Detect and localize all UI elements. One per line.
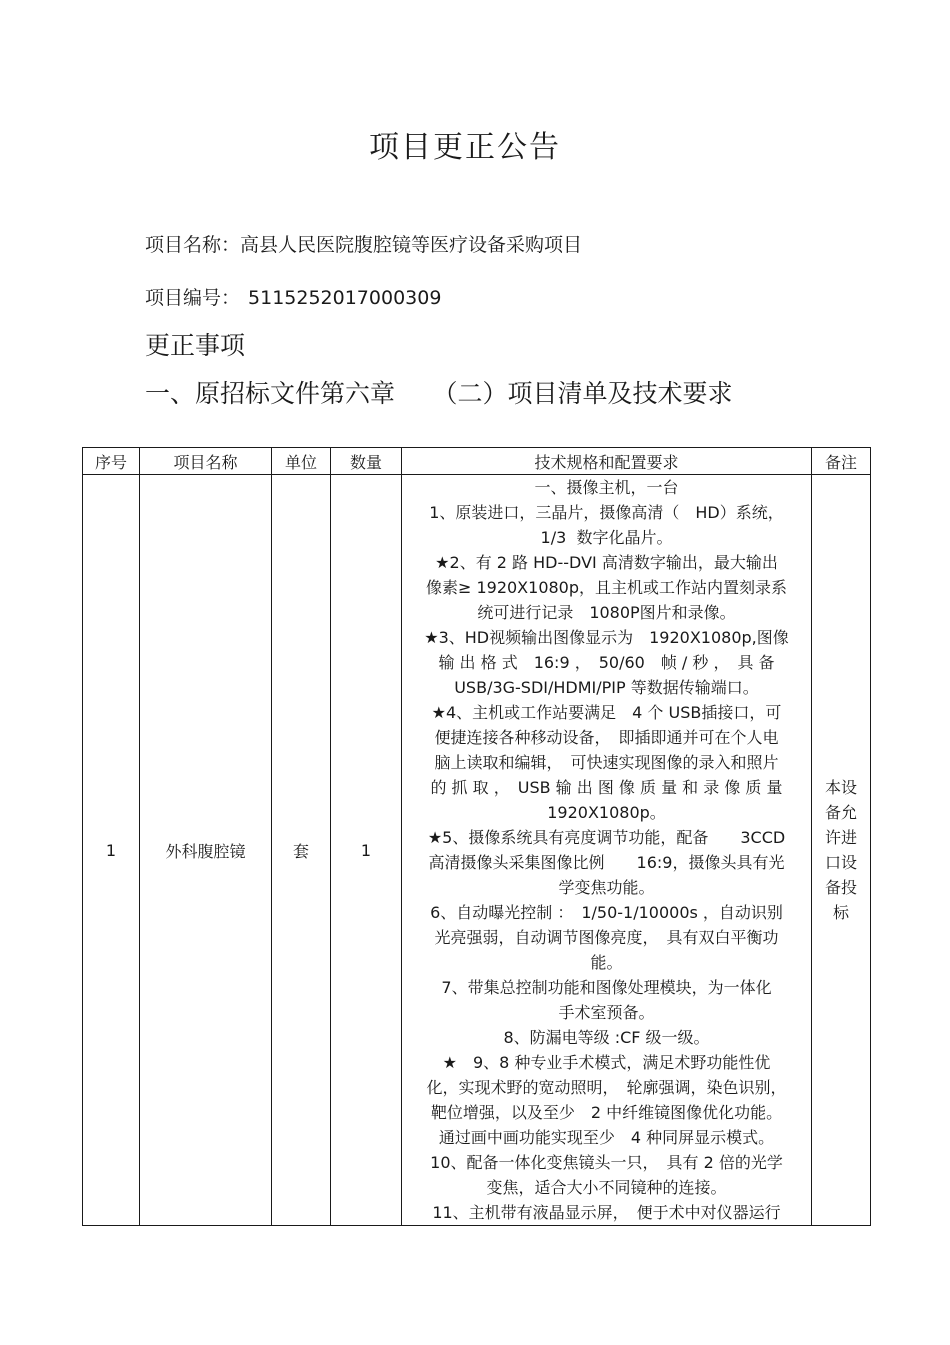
spec-line: 1920X1080p。: [547, 803, 666, 822]
row-spec-cell: [402, 475, 812, 1226]
spec-line: 靶位增强，以及至少 2 中纤维镜图像优化功能。: [430, 1103, 783, 1122]
spec-line: 像素≥ 1920X1080p，且主机或工作站内置刻录系: [425, 578, 788, 597]
spec-line: ★ 9、8 种专业手术模式，满足术野功能性优: [442, 1053, 771, 1072]
header-name: 项目名称: [140, 448, 272, 475]
row-remark-cell: [812, 475, 871, 1226]
row-index: 1: [83, 475, 140, 1226]
spec-line: 通过画中画功能实现至少 4 种同屏显示模式。: [438, 1128, 775, 1147]
spec-line: ★4、主机或工作站要满足 4 个 USB插接口，可: [431, 703, 782, 722]
spec-line: 8、防漏电等级 :CF 级一级。: [503, 1028, 710, 1047]
spec-line: 一、摄像主机，一台: [534, 478, 679, 497]
spec-line: 7、带集总控制功能和图像处理模块，为一体化: [441, 978, 772, 997]
spec-line: 1/3 数字化晶片。: [540, 528, 673, 547]
spec-line: ★3、HD视频输出图像显示为 1920X1080p,图像: [424, 628, 789, 647]
header-index: 序号: [83, 448, 140, 475]
project-name-value: 高县人民医院腹腔镜等医疗设备采购项目: [240, 234, 583, 256]
spec-line: 学变焦功能。: [558, 878, 655, 897]
remark-line: 备允: [824, 803, 857, 822]
spec-line: 便捷连接各种移动设备， 即插即通并可在个人电: [434, 728, 779, 747]
project-name-label: 项目名称：: [145, 234, 241, 256]
spec-table: [82, 447, 871, 1226]
row-unit: 套: [272, 475, 331, 1226]
spec-line: 变焦，适合大小不同镜种的连接。: [486, 1178, 727, 1197]
project-number-label: 项目编号：: [145, 287, 241, 309]
spec-line: 统可进行记录 1080P图片和录像。: [477, 603, 736, 622]
header-quantity: 数量: [331, 448, 402, 475]
spec-line: 的 抓 取 ， USB 输 出 图 像 质 量 和 录 像 质 量: [430, 778, 783, 797]
spec-line: 高清摄像头采集图像比例 16:9，摄像头具有光: [428, 853, 785, 872]
remark-line: 备投: [824, 878, 857, 897]
header-remark: 备注: [812, 448, 871, 475]
project-name-line: [145, 230, 582, 257]
header-unit: 单位: [272, 448, 331, 475]
spec-line: 11、主机带有液晶显示屏， 便于术中对仪器运行: [432, 1203, 781, 1222]
spec-line: 脑上读取和编辑， 可快速实现图像的录入和照片: [434, 753, 779, 772]
table-header-row: [83, 448, 871, 475]
spec-line: 输 出 格 式 16:9 ， 50/60 帧 / 秒 ， 具 备: [438, 653, 775, 672]
spec-line: ★5、摄像系统具有亮度调节功能，配备 3CCD: [427, 828, 786, 847]
remark-line: 本设: [824, 778, 857, 797]
header-spec: 技术规格和配置要求: [402, 448, 812, 475]
row-item-name: 外科腹腔镜: [140, 475, 272, 1226]
table-row: [83, 475, 871, 1226]
document-title: 项目更正公告: [369, 130, 561, 165]
spec-line: 10、配备一体化变焦镜头一只， 具有 2 倍的光学: [430, 1153, 783, 1172]
project-number-line: [145, 283, 441, 310]
spec-line: 手术室预备。: [558, 1003, 655, 1022]
remark-line: 口设: [824, 853, 857, 872]
project-number-value: 5115252017000309: [248, 287, 442, 309]
spec-line: 1、原装进口，三晶片，摄像高清（ HD）系统，: [429, 503, 784, 522]
spec-line: 能。: [590, 953, 623, 972]
spec-line: 光亮强弱，自动调节图像亮度， 具有双白平衡功: [434, 928, 779, 947]
spec-line: 化，实现术野的宽动照明， 轮廓强调，染色识别，: [426, 1078, 787, 1097]
row-quantity: 1: [331, 475, 402, 1226]
subsection-heading: 一、原招标文件第六章 （二）项目清单及技术要求: [145, 379, 733, 408]
spec-line: ★2、有 2 路 HD--DVI 高清数字输出，最大输出: [435, 553, 778, 572]
spec-line: 6、自动曝光控制 ： 1/50-1/10000s ，自动识别: [430, 903, 783, 922]
section-heading: 更正事项: [145, 331, 246, 360]
spec-line: USB/3G-SDI/HDMI/PIP 等数据传输端口。: [454, 678, 759, 697]
remark-line: 许进: [824, 828, 857, 847]
remark-line: 标: [832, 903, 849, 922]
